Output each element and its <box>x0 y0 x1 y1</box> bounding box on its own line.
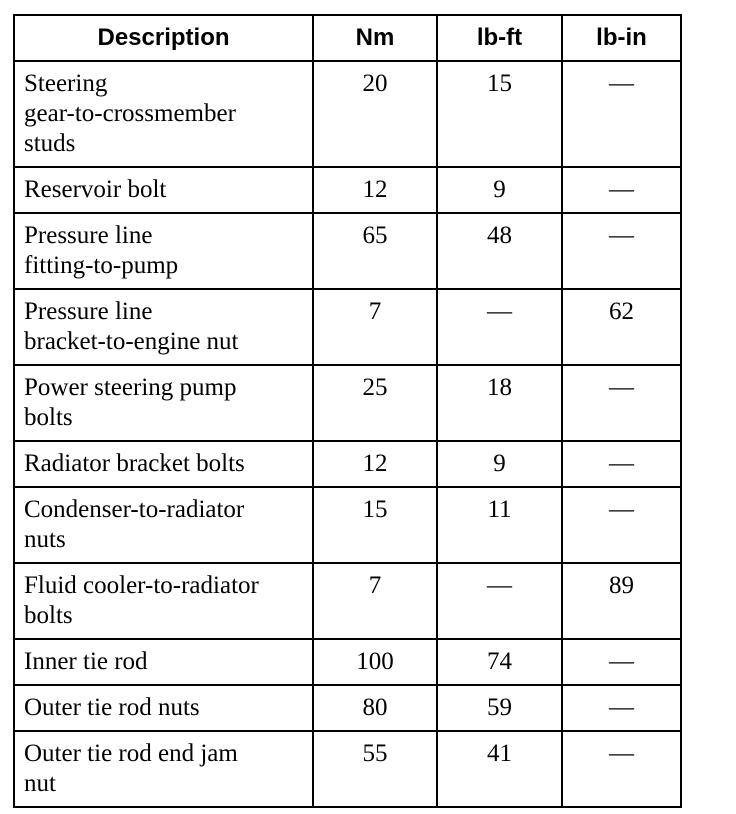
description-text: Pressure line bracket-to-engine nut <box>24 298 239 355</box>
description-cell <box>14 289 313 365</box>
lb-in-cell: 89 <box>562 563 681 639</box>
nm-cell: 80 <box>313 685 437 731</box>
description-cell <box>14 365 313 441</box>
lb-ft-cell: 11 <box>437 487 562 563</box>
lb-ft-cell: 48 <box>437 213 562 289</box>
lb-in-cell: — <box>562 61 681 167</box>
description-text: Condenser-to-radiator nuts <box>24 496 245 553</box>
lb-in-cell: — <box>562 441 681 487</box>
table-row <box>14 685 681 731</box>
table-row <box>14 167 681 213</box>
lb-ft-cell: 9 <box>437 441 562 487</box>
nm-cell: 20 <box>313 61 437 167</box>
nm-cell: 15 <box>313 487 437 563</box>
table-row <box>14 213 681 289</box>
table-body <box>14 61 681 807</box>
table-header-row <box>14 15 681 61</box>
lb-ft-cell: 41 <box>437 731 562 807</box>
lb-in-cell: — <box>562 213 681 289</box>
table-row <box>14 487 681 563</box>
table-row <box>14 61 681 167</box>
torque-spec-table-container <box>13 14 680 808</box>
lb-ft-cell: — <box>437 289 562 365</box>
nm-cell: 55 <box>313 731 437 807</box>
table-row <box>14 365 681 441</box>
description-cell <box>14 731 313 807</box>
table-row <box>14 639 681 685</box>
table-row <box>14 731 681 807</box>
lb-ft-cell: 15 <box>437 61 562 167</box>
description-text: Outer tie rod nuts <box>24 694 200 721</box>
nm-cell: 12 <box>313 441 437 487</box>
lb-ft-cell: — <box>437 563 562 639</box>
description-cell <box>14 61 313 167</box>
description-cell <box>14 213 313 289</box>
description-text: Pressure line fitting-to-pump <box>24 222 179 279</box>
description-cell <box>14 441 313 487</box>
lb-in-cell: — <box>562 365 681 441</box>
nm-cell: 7 <box>313 563 437 639</box>
table-row <box>14 563 681 639</box>
nm-cell: 100 <box>313 639 437 685</box>
table-row <box>14 441 681 487</box>
header-description: Description <box>14 15 313 61</box>
header-nm: Nm <box>313 15 437 61</box>
description-cell <box>14 685 313 731</box>
lb-in-cell: — <box>562 487 681 563</box>
description-cell <box>14 639 313 685</box>
nm-cell: 12 <box>313 167 437 213</box>
description-cell <box>14 487 313 563</box>
description-text: Radiator bracket bolts <box>24 450 245 477</box>
description-text: Inner tie rod <box>24 648 148 675</box>
nm-cell: 7 <box>313 289 437 365</box>
lb-in-cell: — <box>562 639 681 685</box>
description-cell <box>14 563 313 639</box>
torque-spec-table <box>13 14 682 808</box>
nm-cell: 65 <box>313 213 437 289</box>
description-text: Steering gear-to-crossmember studs <box>24 70 236 157</box>
nm-cell: 25 <box>313 365 437 441</box>
description-text: Outer tie rod end jam nut <box>24 740 238 797</box>
description-text: Fluid cooler-to-radiator bolts <box>24 572 259 629</box>
lb-in-cell: 62 <box>562 289 681 365</box>
lb-ft-cell: 59 <box>437 685 562 731</box>
description-text: Power steering pump bolts <box>24 374 237 431</box>
lb-ft-cell: 74 <box>437 639 562 685</box>
table-row <box>14 289 681 365</box>
header-lb-ft: lb-ft <box>437 15 562 61</box>
lb-in-cell: — <box>562 167 681 213</box>
lb-ft-cell: 18 <box>437 365 562 441</box>
description-text: Reservoir bolt <box>24 176 167 203</box>
description-cell <box>14 167 313 213</box>
lb-ft-cell: 9 <box>437 167 562 213</box>
lb-in-cell: — <box>562 731 681 807</box>
lb-in-cell: — <box>562 685 681 731</box>
header-lb-in: lb-in <box>562 15 681 61</box>
